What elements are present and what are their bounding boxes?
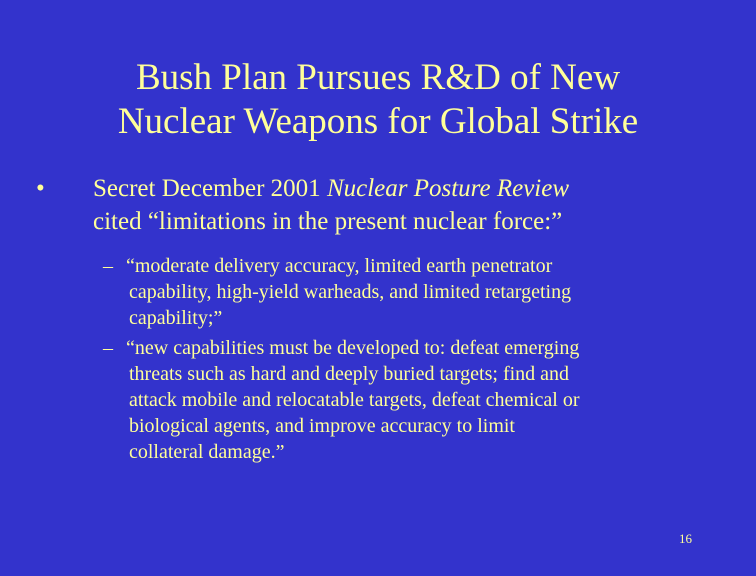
sub-bullet-2-line-2: threats such as hard and deeply buried targets; find and [129, 363, 570, 385]
sub-bullet-1-line-3: capability;” [129, 307, 223, 329]
slide-title [0, 56, 756, 144]
bullet-marker: • [36, 175, 45, 202]
page-number: 16 [679, 531, 692, 546]
sub-bullet-1-line-2: capability, high-yield warheads, and limited retargeting [129, 281, 572, 303]
sub-bullet-2-line-3: attack mobile and relocatable targets, defeat chemical or [129, 389, 580, 411]
slide-title-line-1: Bush Plan Pursues R&D of New [135, 57, 621, 98]
main-bullet-line-1 [93, 172, 723, 205]
document-title-italic: Nuclear Posture Review [326, 175, 570, 202]
sub-bullet-1-line-1: “moderate delivery accuracy, limited earth penetrator [126, 255, 553, 277]
main-bullet-prefix: Secret December 2001 [93, 175, 327, 202]
sub-bullet-2-text [126, 335, 716, 465]
sub-bullet-2-marker: – [103, 337, 113, 359]
sub-bullet-2-line-4: biological agents, and improve accuracy to limit [129, 415, 515, 437]
sub-bullet-2-line-1: “new capabilities must be developed to: defeat emerging [126, 337, 580, 359]
slide-title-line-2: Nuclear Weapons for Global Strike [117, 101, 639, 142]
sub-bullet-2-line-5: collateral damage.” [129, 441, 285, 463]
sub-bullet-1-marker: – [103, 255, 113, 277]
sub-bullet-1-text [126, 253, 716, 331]
main-bullet-text [93, 172, 723, 238]
main-bullet-line-2: cited “limitations in the present nuclear force:” [93, 208, 563, 235]
